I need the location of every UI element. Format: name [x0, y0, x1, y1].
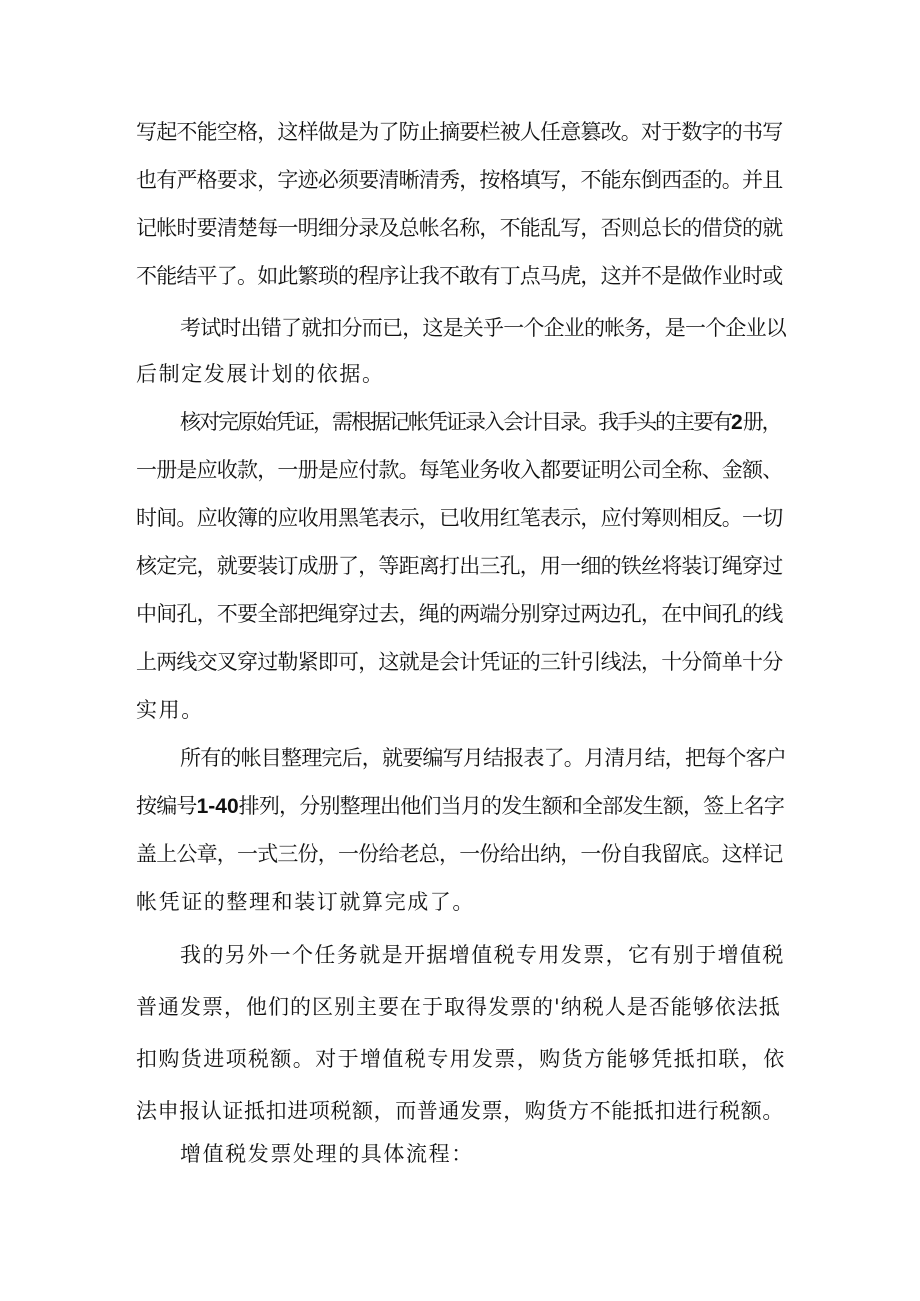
text-line: 所有的帐目整理完后，就要编写月结报表了。月清月结，把每个客户 [180, 746, 786, 770]
text-segment: 册， [742, 410, 781, 434]
text-line [136, 792, 784, 821]
text-line: 帐凭证的整理和装订就算完成了。 [136, 890, 475, 914]
text-line [180, 408, 781, 437]
text-line: 法申报认证抵扣进项税额，而普通发票，购货方不能抵扣进行税额。 [136, 1099, 784, 1123]
text-line: 实用。 [136, 698, 204, 722]
number-segment: 1-40 [196, 795, 239, 818]
text-line: 我的另外一个任务就是开据增值税专用发票，它有别于增值税 [180, 943, 785, 967]
text-line: 不能结平了。如此繁琐的程序让我不敢有丁点马虎，这并不是做作业时或 [136, 264, 783, 288]
text-line: 普通发票，他们的区别主要在于取得发票的'纳税人是否能够依法抵 [136, 995, 781, 1019]
text-line: 上两线交叉穿过勒紧即可，这就是会计凭证的三针引线法，十分简单十分 [136, 650, 783, 674]
text-line: 时间。应收簿的应收用黑笔表示，已收用红笔表示，应付筹则相反。一切 [136, 506, 783, 530]
text-line: 中间孔，不要全部把绳穿过去，绳的两端分别穿过两边孔，在中间孔的线 [136, 602, 783, 626]
text-line: 也有严格要求，字迹必须要清晰清秀，按格填写，不能东倒西歪的。并且 [136, 168, 783, 192]
text-line: 盖上公章，一式三份，一份给老总，一份给出纳，一份自我留底。这样记 [136, 842, 783, 866]
text-segment: 按编号 [136, 794, 197, 818]
text-line: 增值税发票处理的具体流程： [180, 1142, 474, 1166]
text-line: 扣购货进项税额。对于增值税专用发票，购货方能够凭抵扣联，依 [136, 1047, 786, 1071]
text-line: 核定完，就要装订成册了，等距离打出三孔，用一细的铁丝将装订绳穿过 [136, 554, 783, 578]
number-segment: 2 [731, 411, 743, 434]
text-line: 一册是应收款，一册是应付款。每笔业务收入都要证明公司全称、金额、 [136, 458, 783, 482]
text-segment: 核对完原始凭证，需根据记帐凭证录入会计目录。我手头的主要有 [180, 410, 731, 434]
text-line: 后制定发展计划的依据。 [136, 362, 385, 386]
text-segment: 排列，分别整理出他们当月的发生额和全部发生额，签上名字 [238, 794, 785, 818]
text-line: 考试时出错了就扣分而已，这是关乎一个企业的帐务，是一个企业以 [180, 316, 786, 340]
text-line: 写起不能空格，这样做是为了防止摘要栏被人任意篡改。对于数字的书写 [136, 120, 783, 144]
text-line: 记帐时要清楚每一明细分录及总帐名称，不能乱写，否则总长的借贷的就 [136, 216, 783, 240]
